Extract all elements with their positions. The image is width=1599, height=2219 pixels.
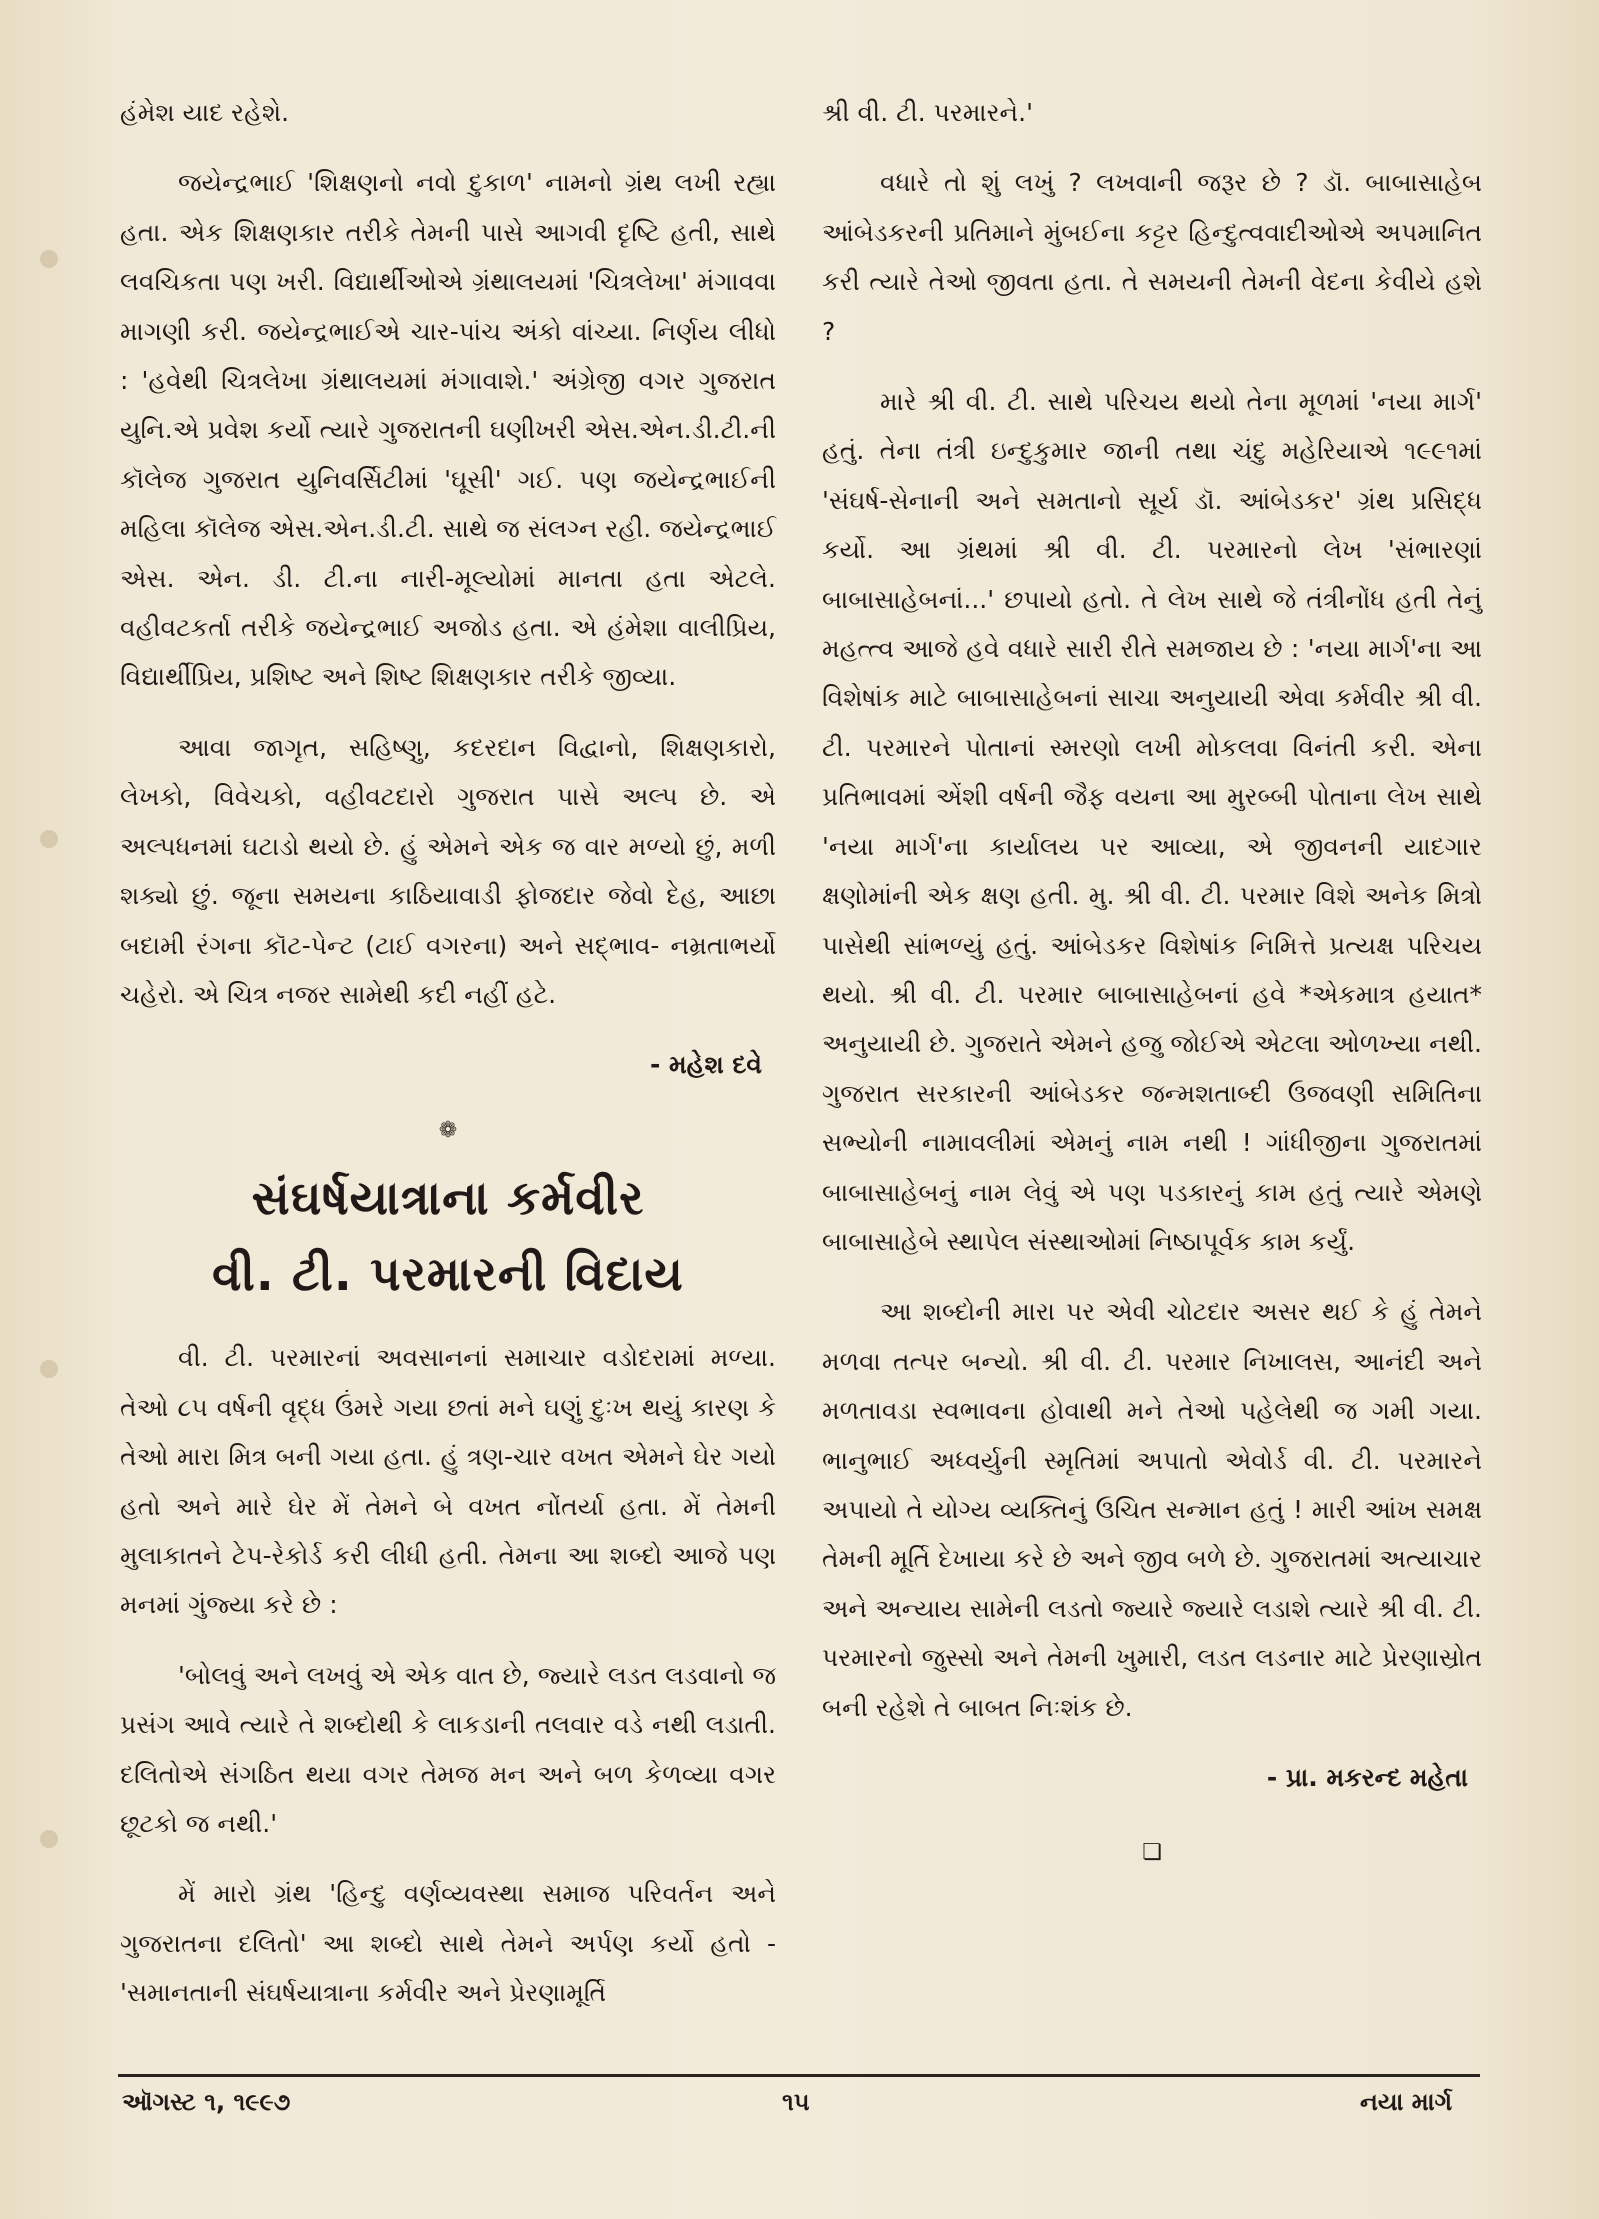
footer-divider bbox=[118, 2074, 1480, 2077]
right-column bbox=[822, 88, 1482, 1877]
binding-hole bbox=[40, 830, 58, 848]
author-signature: - મહેશ દવે bbox=[649, 1050, 762, 1080]
paragraph: વી. ટી. પરમારનાં અવસાનનાં સમાચાર વડોદરામાં મળ્યા. તેઓ ૮૫ વર્ષની વૃદ્ધ ઉંમરે ગયા છતાં મને ઘણું દુઃખ થયું કારણ કે તેઓ મારા મિત્ર બની ગયા હતા. હું ત્રણ-ચાર વખત એમને ઘેર ગયો હતો અને મારે ઘેર મેં તેમને બે વખત નોંતર્યા હતા. મેં તેમની મુલાકાતને ટેપ-રેકોર્ડ કરી લીધી હતી. તેમના આ શબ્દો આજે પણ મનમાં ગુંજ્યા કરે છે : bbox=[120, 1343, 776, 1620]
paragraph: 'બોલવું અને લખવું એ એક વાત છે, જ્યારે લડત લડવાનો જ પ્રસંગ આવે ત્યારે તે શબ્દોથી કે લાકડાની તલવાર વડે નથી લડાતી. દલિતોએ સંગઠિત થયા વગર તેમજ મન અને બળ કેળવ્યા વગર છૂટકો જ નથી.' bbox=[120, 1660, 776, 1838]
left-column bbox=[120, 88, 776, 2039]
paragraph: મેં મારો ગ્રંથ 'હિન્દુ વર્ણવ્યવસ્થા સમાજ પરિવર્તન અને ગુજરાતના દલિતો' આ શબ્દો સાથે તેમને અર્પણ કર્યો હતો - 'સમાનતાની સંઘર્ષયાત્રાના કર્મવીર અને પ્રેરણામૂર્તિ bbox=[120, 1879, 776, 2008]
page-number: ૧૫ bbox=[782, 2088, 810, 2116]
binding-hole bbox=[40, 1830, 58, 1848]
paragraph: આ શબ્દોની મારા પર એવી ચોટદાર અસર થઈ કે હું તેમને મળવા તત્પર બન્યો. શ્રી વી. ટી. પરમાર નિખાલસ, આનંદી અને મળતાવડા સ્વભાવના હોવાથી મને તેઓ પહેલેથી જ ગમી ગયા. ભાનુભાઈ અધ્વર્યુની સ્મૃતિમાં અપાતો એવોર્ડ વી. ટી. પરમારને અપાયો તે યોગ્ય વ્યક્તિનું ઉચિત સન્માન હતું ! મારી આંખ સમક્ષ તેમની મૂર્તિ દેખાયા કરે છે અને જીવ બળે છે. ગુજરાતમાં અત્યાચાર અને અન્યાય સામેની લડતો જ્યારે જ્યારે લડાશે ત્યારે શ્રી વી. ટી. પરમારનો જુસ્સો અને તેમની ખુમારી, લડત લડનાર માટે પ્રેરણાસ્રોત બની રહેશે તે બાબત નિઃશંક છે. bbox=[822, 1297, 1482, 1722]
paragraph: હંમેશ યાદ રહેશે. bbox=[120, 98, 290, 127]
paragraph: શ્રી વી. ટી. પરમારને.' bbox=[822, 98, 1033, 127]
author-signature: - પ્રા. મકરન્દ મહેતા bbox=[1266, 1763, 1468, 1792]
heading-line: વી. ટી. પરમારની વિદાય bbox=[212, 1247, 684, 1303]
heading-line: સંઘર્ષયાત્રાના કર્મવીર bbox=[251, 1171, 645, 1227]
paragraph: વધારે તો શું લખું ? લખવાની જરૂર છે ? ડૉ. બાબાસાહેબ આંબેડકરની પ્રતિમાને મુંબઈના કટ્ટર હિન્દુત્વવાદીઓએ અપમાનિત કરી ત્યારે તેઓ જીવતા હતા. તે સમયની તેમની વેદના કેવીયે હશે ? bbox=[822, 168, 1482, 346]
binding-hole bbox=[40, 1360, 58, 1378]
ornament-icon: ❁ bbox=[438, 1118, 458, 1144]
paragraph: જયેન્દ્રભાઈ 'શિક્ષણનો નવો દુકાળ' નામનો ગ્રંથ લખી રહ્યા હતા. એક શિક્ષણકાર તરીકે તેમની પાસે આગવી દૃષ્ટિ હતી, સાથે લવચિકતા પણ ખરી. વિદ્યાર્થીઓએ ગ્રંથાલયમાં 'ચિત્રલેખા' મંગાવવા માગણી કરી. જયેન્દ્રભાઈએ ચાર-પાંચ અંકો વાંચ્યા. નિર્ણય લીધો : 'હવેથી ચિત્રલેખા ગ્રંથાલયમાં મંગાવાશે.' અંગ્રેજી વગર ગુજરાત યુનિ.એ પ્રવેશ કર્યો ત્યારે ગુજરાતની ઘણીખરી એસ.એન.ડી.ટી.ની કૉલેજ ગુજરાત યુનિવર્સિટીમાં 'ઘૂસી' ગઈ. પણ જયેન્દ્રભાઈની મહિલા કૉલેજ એસ.એન.ડી.ટી. સાથે જ સંલગ્ન રહી. જયેન્દ્રભાઈ એસ. એન. ડી. ટી.ના નારી-મૂલ્યોમાં માનતા હતા એટલે. વહીવટકર્તા તરીકે જયેન્દ્રભાઈ અજોડ હતા. એ હંમેશા વાલીપ્રિય, વિદ્યાર્થીપ્રિય, પ્રશિષ્ટ અને શિષ્ટ શિક્ષણકાર તરીકે જીવ્યા. bbox=[120, 168, 776, 692]
magazine-name: નયા માર્ગ bbox=[1360, 2088, 1453, 2116]
end-mark-icon: ❏ bbox=[1142, 1840, 1162, 1865]
paragraph: મારે શ્રી વી. ટી. સાથે પરિચય થયો તેના મૂળમાં 'નયા માર્ગ' હતું. તેના તંત્રી ઇન્દુકુમાર જાની તથા ચંદુ મહેરિયાએ ૧૯૯૧માં 'સંઘર્ષ-સેનાની અને સમતાનો સૂર્ય ડૉ. આંબેડકર' ગ્રંથ પ્રસિદ્ધ કર્યો. આ ગ્રંથમાં શ્રી વી. ટી. પરમારનો લેખ 'સંભારણાં બાબાસાહેબનાં...' છપાયો હતો. તે લેખ સાથે જે તંત્રીનોંધ હતી તેનું મહત્ત્વ આજે હવે વધારે સારી રીતે સમજાય છે : 'નયા માર્ગ'ના આ વિશેષાંક માટે બાબાસાહેબનાં સાચા અનુયાયી એવા કર્મવીર શ્રી વી. ટી. પરમારને પોતાનાં સ્મરણો લખી મોકલવા વિનંતી કરી. એના પ્રતિભાવમાં એંશી વર્ષની જૈફ વયના આ મુરબ્બી પોતાના લેખ સાથે 'નયા માર્ગ'ના કાર્યાલય પર આવ્યા, એ જીવનની યાદગાર ક્ષણોમાંની એક ક્ષણ હતી. મુ. શ્રી વી. ટી. પરમાર વિશે અનેક મિત્રો પાસેથી સાંભળ્યું હતું. આંબેડકર વિશેષાંક નિમિત્તે પ્રત્યક્ષ પરિચય થયો. શ્રી વી. ટી. પરમાર બાબાસાહેબનાં હવે *એકમાત્ર હયાત* અનુયાયી છે. ગુજરાતે એમને હજુ જોઈએ એટલા ઓળખ્યા નથી. ગુજરાત સરકારની આંબેડકર જન્મશતાબ્દી ઉજવણી સમિતિના સભ્યોની નામાવલીમાં એમનું નામ નથી ! ગાંધીજીના ગુજરાતમાં બાબાસાહેબનું નામ લેવું એ પણ પડકારનું કામ હતું ત્યારે એમણે બાબાસાહેબે સ્થાપેલ સંસ્થાઓમાં નિષ્ઠાપૂર્વક કામ કર્યું. bbox=[822, 387, 1482, 1256]
article-heading bbox=[120, 1161, 776, 1313]
binding-hole bbox=[40, 250, 58, 268]
footer-date: ઑગસ્ટ ૧, ૧૯૯૭ bbox=[122, 2088, 291, 2116]
paragraph: આવા જાગૃત, સહિષ્ણુ, કદરદાન વિદ્વાનો, શિક્ષણકારો, લેખકો, વિવેચકો, વહીવટદારો ગુજરાત પાસે અલ્પ છે. એ અલ્પધનમાં ઘટાડો થયો છે. હું એમને એક જ વાર મળ્યો છું, મળી શક્યો છું. જૂના સમયના કાઠિયાવાડી ફોજદાર જેવો દેહ, આછા બદામી રંગના કૉટ-પેન્ટ (ટાઈ વગરના) અને સદ્ભાવ- નમ્રતાભર્યો ચહેરો. એ ચિત્ર નજર સામેથી કદી નહીં હટે. bbox=[120, 732, 776, 1009]
